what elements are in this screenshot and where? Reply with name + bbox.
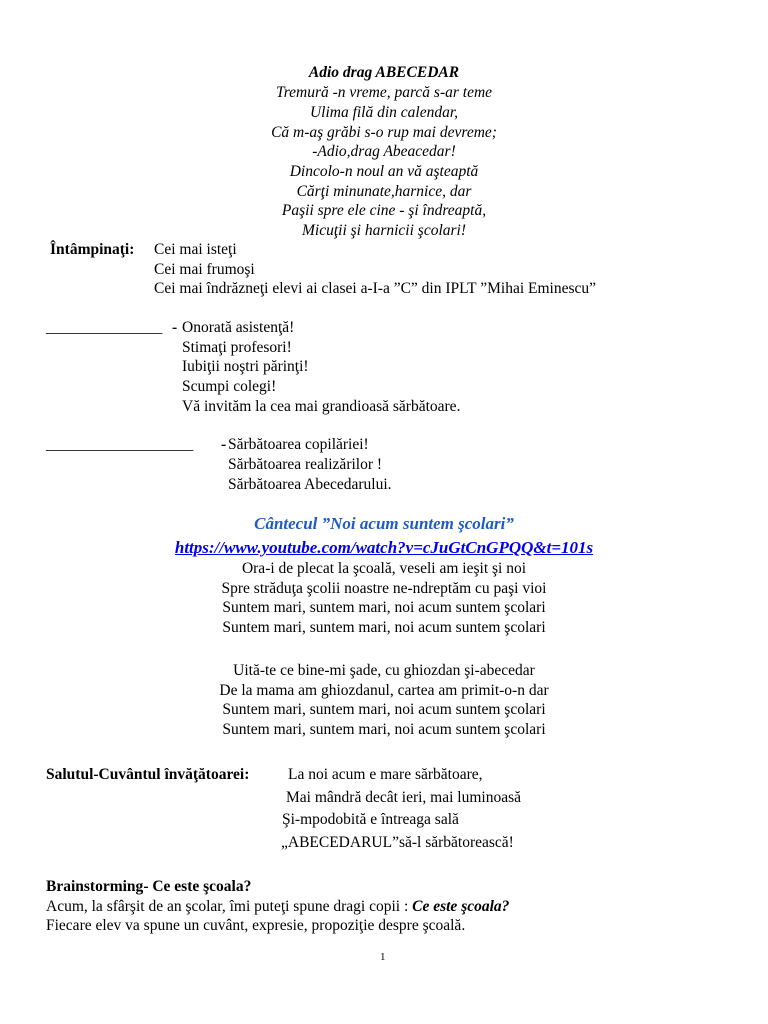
song-lyric-line: Suntem mari, suntem mari, noi acum suntem şcolari (222, 701, 546, 718)
song-link-wrap (0, 538, 768, 559)
song-lyric-line: Ora-i de plecat la şcoală, veseli am ieşit şi noi (241, 560, 527, 577)
song-title: Cântecul ”Noi acum suntem şcolari” (254, 514, 514, 533)
speaker-line: Onorată asistenţă! (182, 319, 295, 336)
poem-line: Cărţi minunate,harnice, dar (296, 183, 472, 200)
speaker-dash: - (221, 436, 227, 453)
speaker-line: Iubiţii noştri părinţi! (182, 358, 309, 375)
song-lyric-line: Spre străduţa şcolii noastre ne-ndreptăm cu paşi vioi (221, 580, 547, 597)
salutul-line: Mai mândră decât ieri, mai luminoasă (286, 789, 521, 806)
intampinati-line: Cei mai frumoşi (154, 261, 255, 278)
poem-title: Adio drag ABECEDAR (308, 64, 460, 81)
brainstorming-label: Brainstorming (46, 878, 144, 895)
speaker-line: Sărbătoarea realizărilor ! (228, 456, 383, 473)
salutul-label: Salutul-Cuvântul învăţătoarei: (46, 766, 250, 783)
song-lyric-line: De la mama am ghiozdanul, cartea am primit-o-n dar (219, 682, 549, 699)
speaker-line: Sărbătoarea copilăriei! (228, 436, 369, 453)
brainstorming-text: Acum, la sfârşit de an şcolar, îmi puteţi spune dragi copii : (46, 898, 413, 915)
song-lyric-line: Suntem mari, suntem mari, noi acum suntem şcolari (222, 619, 546, 636)
song-lyric-line: Suntem mari, suntem mari, noi acum suntem şcolari (222, 721, 546, 738)
poem-line: Paşii spre ele cine - şi îndreaptă, (281, 202, 487, 219)
salutul-line: Şi-mpodobită e întreaga sală (282, 811, 459, 828)
speaker-blank: _______________ (46, 319, 163, 336)
poem-line: Ulima filă din calendar, (309, 104, 459, 121)
speaker-line: Scumpi colegi! (182, 378, 277, 395)
poem-line: Că m-aş grăbi s-o rup mai devreme; (271, 124, 497, 141)
poem-line: Micuţii şi harnicii şcolari! (301, 222, 467, 239)
song-lyric-line: Uită-te ce bine-mi şade, cu ghiozdan şi-abecedar (233, 662, 535, 679)
song-lyric-line: Suntem mari, suntem mari, noi acum suntem şcolari (222, 599, 546, 616)
intampinati-line: Cei mai isteţi (154, 241, 237, 258)
poem-line: Tremură -n vreme, parcă s-ar teme (275, 84, 493, 101)
intampinati-line: Cei mai îndrăzneţi elevi ai clasei a-I-a ”C” din IPLT ”Mihai Eminescu” (154, 280, 597, 297)
brainstorming-question: - Ce este şcoala? (143, 878, 252, 895)
page-number: 1 (380, 951, 386, 963)
song-youtube-link[interactable]: https://www.youtube.com/watch?v=cJuGtCnGPQQ&t=101s (174, 538, 594, 557)
speaker-dash: - (172, 319, 178, 336)
poem-line: -Adio,drag Abeacedar! (312, 143, 456, 160)
brainstorming-heading (46, 877, 251, 897)
salutul-line: La noi acum e mare sărbătoare, (288, 766, 483, 783)
poem-line: Dincolo-n noul an vă aşteaptă (289, 163, 479, 180)
speaker-line: Vă invităm la cea mai grandioasă sărbătoare. (182, 398, 461, 415)
speaker-line: Sărbătoarea Abecedarului. (228, 476, 392, 493)
brainstorming-line (46, 897, 509, 917)
speaker-blank: ___________________ (46, 436, 194, 453)
intampinati-label: Întâmpinaţi: (50, 241, 135, 258)
salutul-line: „ABECEDARUL”să-l sărbătorească! (281, 834, 514, 851)
speaker-line: Stimaţi profesori! (182, 339, 292, 356)
brainstorming-line: Fiecare elev va spune un cuvânt, expresie, propoziţie despre şcoală. (46, 917, 466, 934)
brainstorming-emphasis: Ce este şcoala? (412, 898, 510, 915)
